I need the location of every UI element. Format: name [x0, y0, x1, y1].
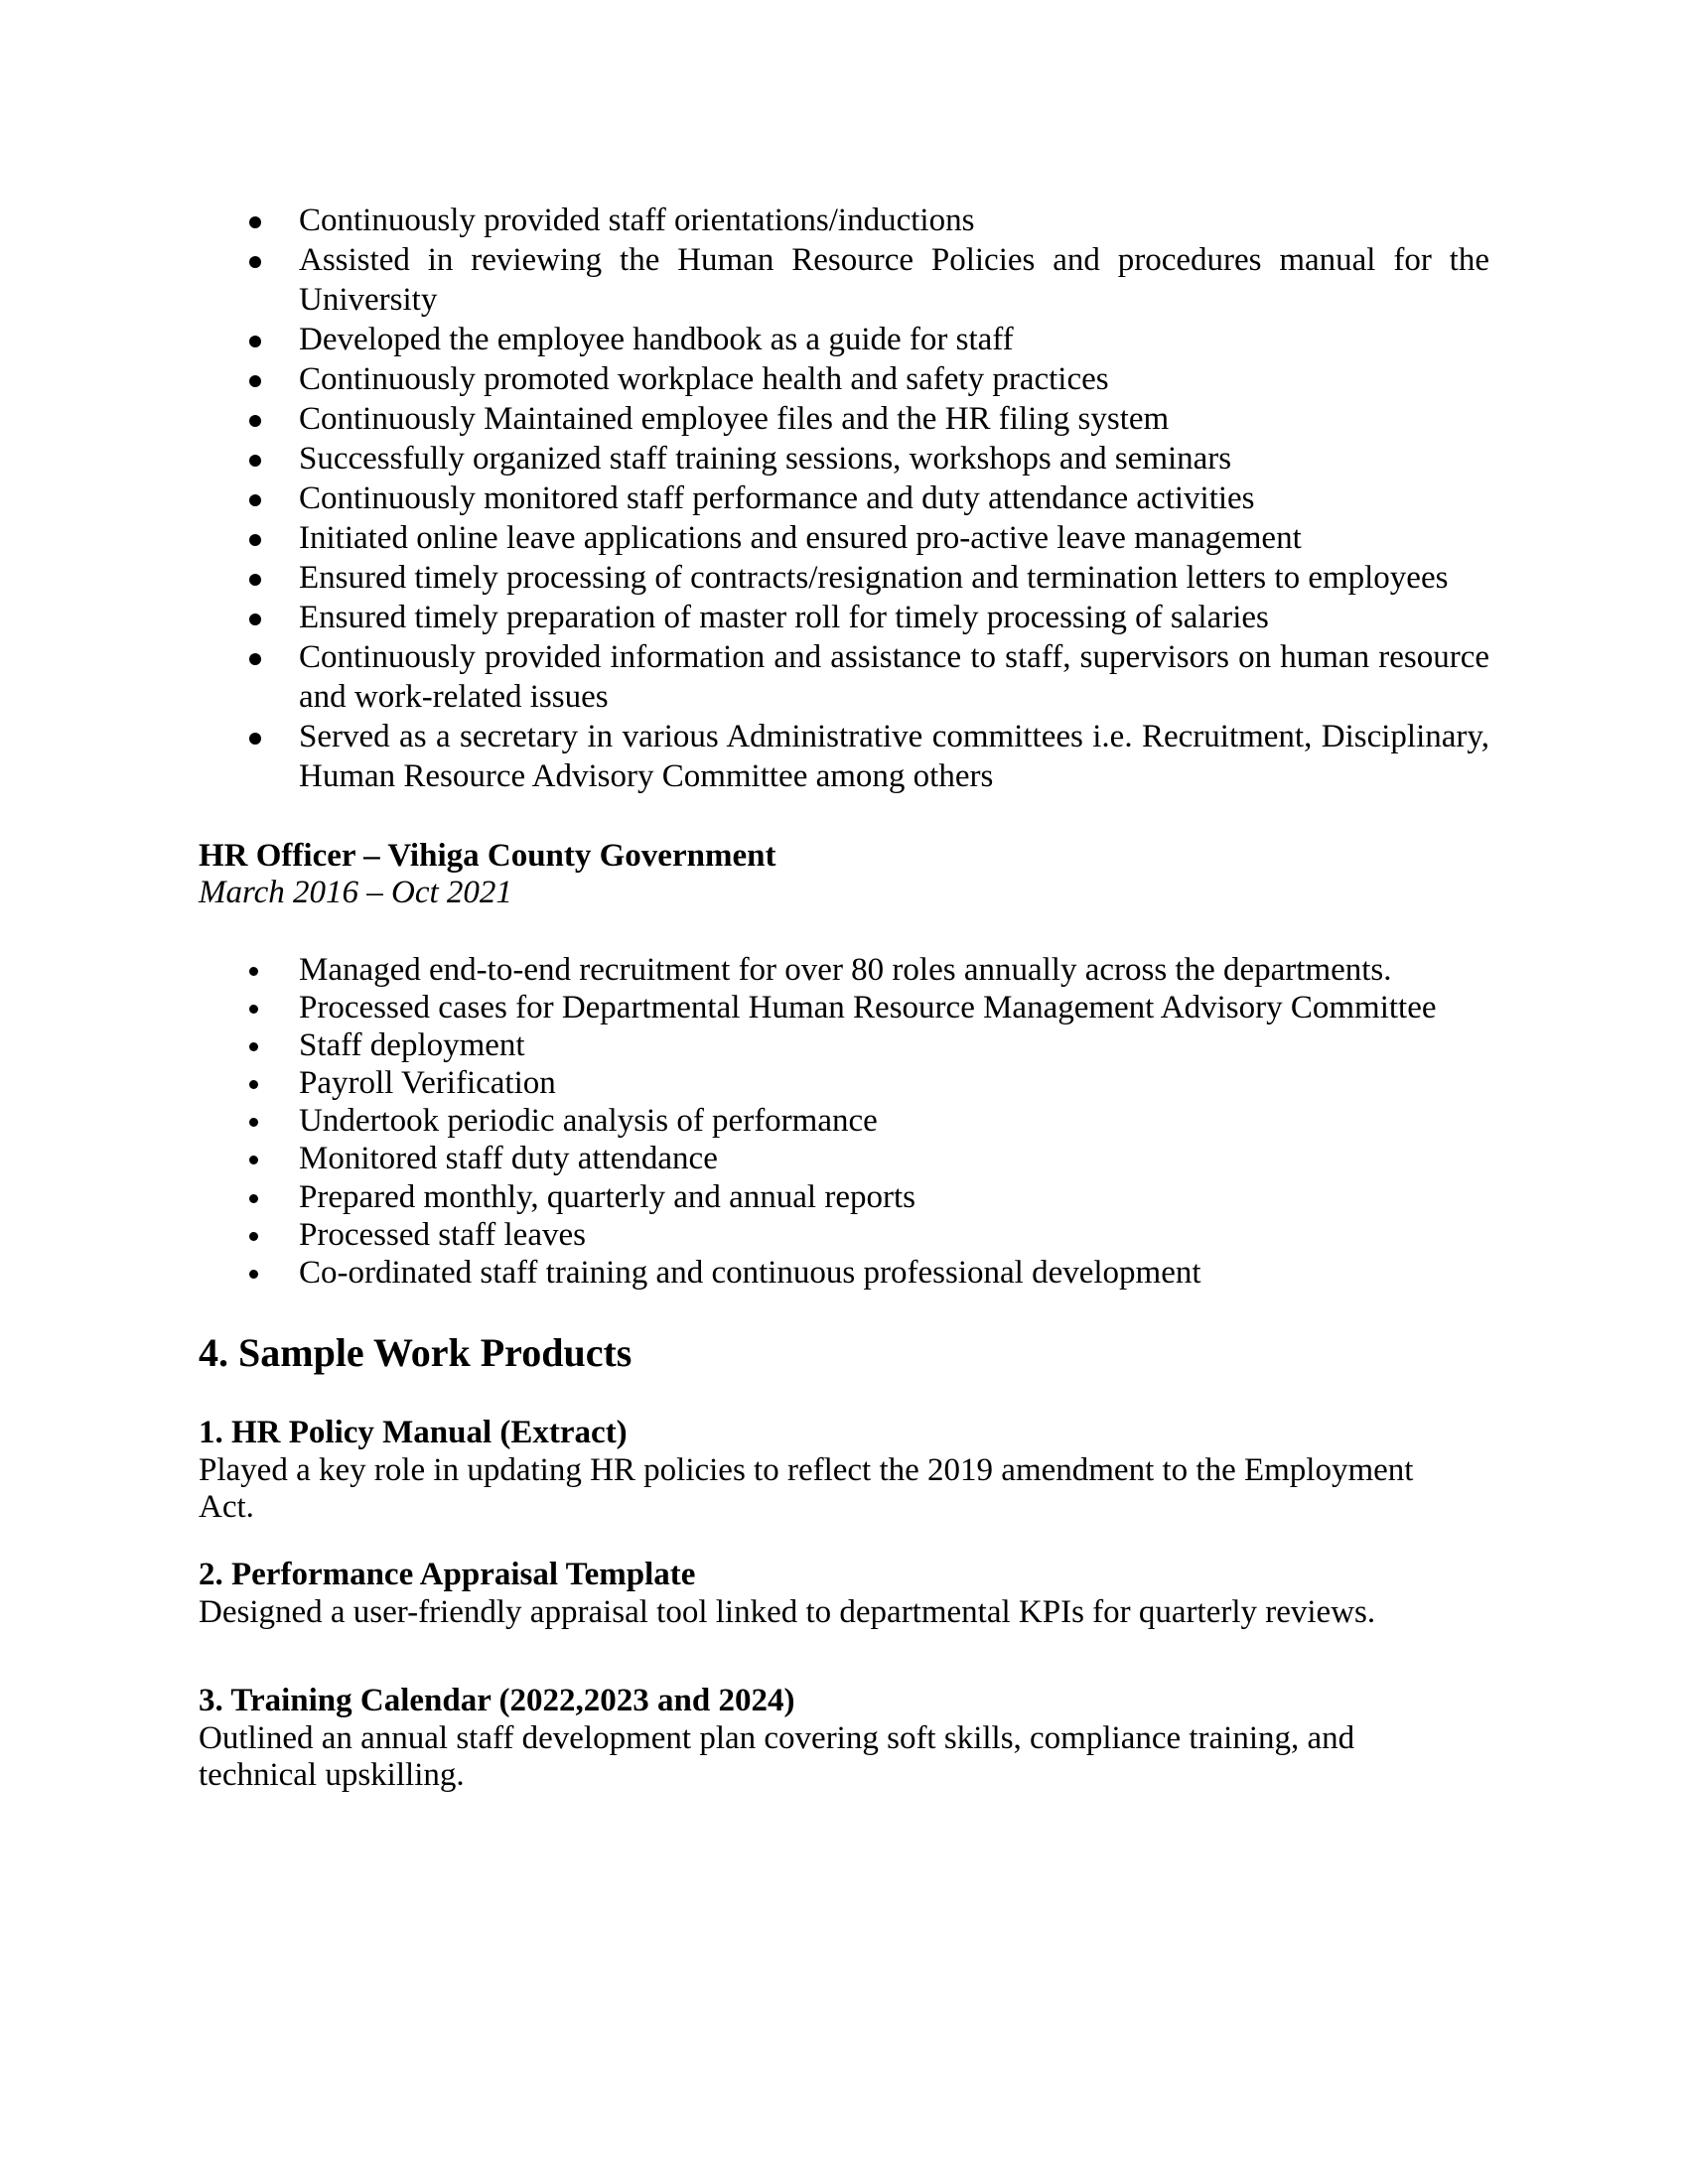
list-item — [199, 1216, 1489, 1254]
list-item-text: Co-ordinated staff training and continuous professional development — [299, 1254, 1201, 1291]
list-item — [199, 399, 1489, 439]
work-product-appraisal-template — [199, 1557, 1489, 1631]
list-item — [199, 1254, 1489, 1292]
bullet-icon — [249, 534, 261, 546]
bullet-icon — [249, 1194, 258, 1203]
bullet-icon — [249, 375, 261, 387]
list-item-text: Served as a secretary in various Administrative committees i.e. Recruitment, Disciplinary, Human Resource Advisory Committee among others — [299, 719, 1489, 794]
work-product-title: 1. HR Policy Manual (Extract) — [199, 1415, 628, 1450]
list-item-text: Continuously provided staff orientations/inductions — [299, 203, 975, 238]
list-item-text: Managed end-to-end recruitment for over 80 roles annually across the departments. — [299, 952, 1392, 988]
list-item-text: Ensured timely preparation of master roll for timely processing of salaries — [299, 600, 1269, 635]
work-product-title: 2. Performance Appraisal Template — [199, 1557, 696, 1592]
list-item-text: Continuously Maintained employee files and the HR filing system — [299, 401, 1170, 437]
job-title: HR Officer – Vihiga County Government — [199, 838, 776, 874]
list-item-text: Payroll Verification — [299, 1065, 556, 1102]
bullet-icon — [249, 614, 261, 625]
list-item-text: Successfully organized staff training sessions, workshops and seminars — [299, 441, 1232, 477]
list-item — [199, 518, 1489, 558]
list-item — [199, 359, 1489, 399]
list-item — [199, 320, 1489, 359]
list-item-text: Continuously promoted workplace health and safety practices — [299, 361, 1109, 397]
work-product-description-line: Played a key role in updating HR policies to reflect the 2019 amendment to the Employment — [199, 1451, 1414, 1488]
bullet-icon — [249, 733, 261, 745]
list-item — [199, 558, 1489, 598]
list-item-text: Staff deployment — [299, 1027, 525, 1064]
bullet-icon — [249, 574, 261, 586]
list-item-text: Developed the employee handbook as a guide for staff — [299, 322, 1014, 357]
list-item — [199, 717, 1489, 796]
bullet-icon — [249, 653, 261, 665]
bullet-icon — [249, 455, 261, 467]
list-item — [199, 201, 1489, 240]
list-item-text: Initiated online leave applications and ensured pro-active leave management — [299, 520, 1302, 556]
job-dates: March 2016 – Oct 2021 — [199, 875, 512, 910]
list-item — [199, 1026, 1489, 1064]
list-item-text: Undertook periodic analysis of performance — [299, 1103, 878, 1140]
list-item — [199, 1064, 1489, 1102]
work-product-description-line: Outlined an annual staff development plan covering soft skills, compliance training, and — [199, 1719, 1355, 1756]
bullet-icon — [249, 216, 261, 228]
bullet-icon — [249, 967, 258, 976]
list-item — [199, 439, 1489, 478]
work-product-description-line: technical upskilling. — [199, 1757, 465, 1793]
list-item-text: Prepared monthly, quarterly and annual reports — [299, 1178, 915, 1215]
work-product-hr-policy-manual — [199, 1415, 1489, 1527]
work-product-description-line: Act. — [199, 1489, 254, 1525]
list-item — [199, 1102, 1489, 1140]
list-item-text: Processed cases for Departmental Human Resource Management Advisory Committee — [299, 990, 1437, 1026]
list-item-text: Ensured timely processing of contracts/resignation and termination letters to employees — [299, 560, 1449, 596]
bullet-icon — [249, 1232, 258, 1241]
list-item-text: Continuously provided information and assistance to staff, supervisors on human resource and work-related issues — [299, 639, 1489, 715]
list-item — [199, 240, 1489, 320]
list-item — [199, 478, 1489, 518]
list-item-text: Assisted in reviewing the Human Resource Policies and procedures manual for the University — [299, 242, 1489, 318]
list-item-text: Processed staff leaves — [299, 1216, 586, 1253]
list-item — [199, 1178, 1489, 1216]
previous-role-responsibilities-list — [199, 201, 1489, 796]
list-item-text: Monitored staff duty attendance — [299, 1141, 718, 1177]
bullet-icon — [249, 1118, 258, 1127]
bullet-icon — [249, 415, 261, 427]
bullet-icon — [249, 1005, 258, 1014]
bullet-icon — [249, 336, 261, 347]
bullet-icon — [249, 1080, 258, 1089]
list-item — [199, 637, 1489, 717]
work-product-training-calendar — [199, 1683, 1489, 1795]
job-responsibilities-list — [199, 951, 1489, 1292]
bullet-icon — [249, 494, 261, 506]
bullet-icon — [249, 1270, 258, 1279]
list-item-text: Continuously monitored staff performance and duty attendance activities — [299, 480, 1255, 516]
bullet-icon — [249, 1042, 258, 1051]
bullet-icon — [249, 1156, 258, 1164]
section-heading: 4. Sample Work Products — [199, 1330, 633, 1375]
list-item — [199, 951, 1489, 989]
work-product-title: 3. Training Calendar (2022,2023 and 2024) — [199, 1683, 795, 1718]
bullet-icon — [249, 256, 261, 268]
list-item — [199, 989, 1489, 1026]
list-item — [199, 598, 1489, 637]
list-item — [199, 1140, 1489, 1177]
work-product-description-line: Designed a user-friendly appraisal tool linked to departmental KPIs for quarterly reviews. — [199, 1593, 1376, 1630]
